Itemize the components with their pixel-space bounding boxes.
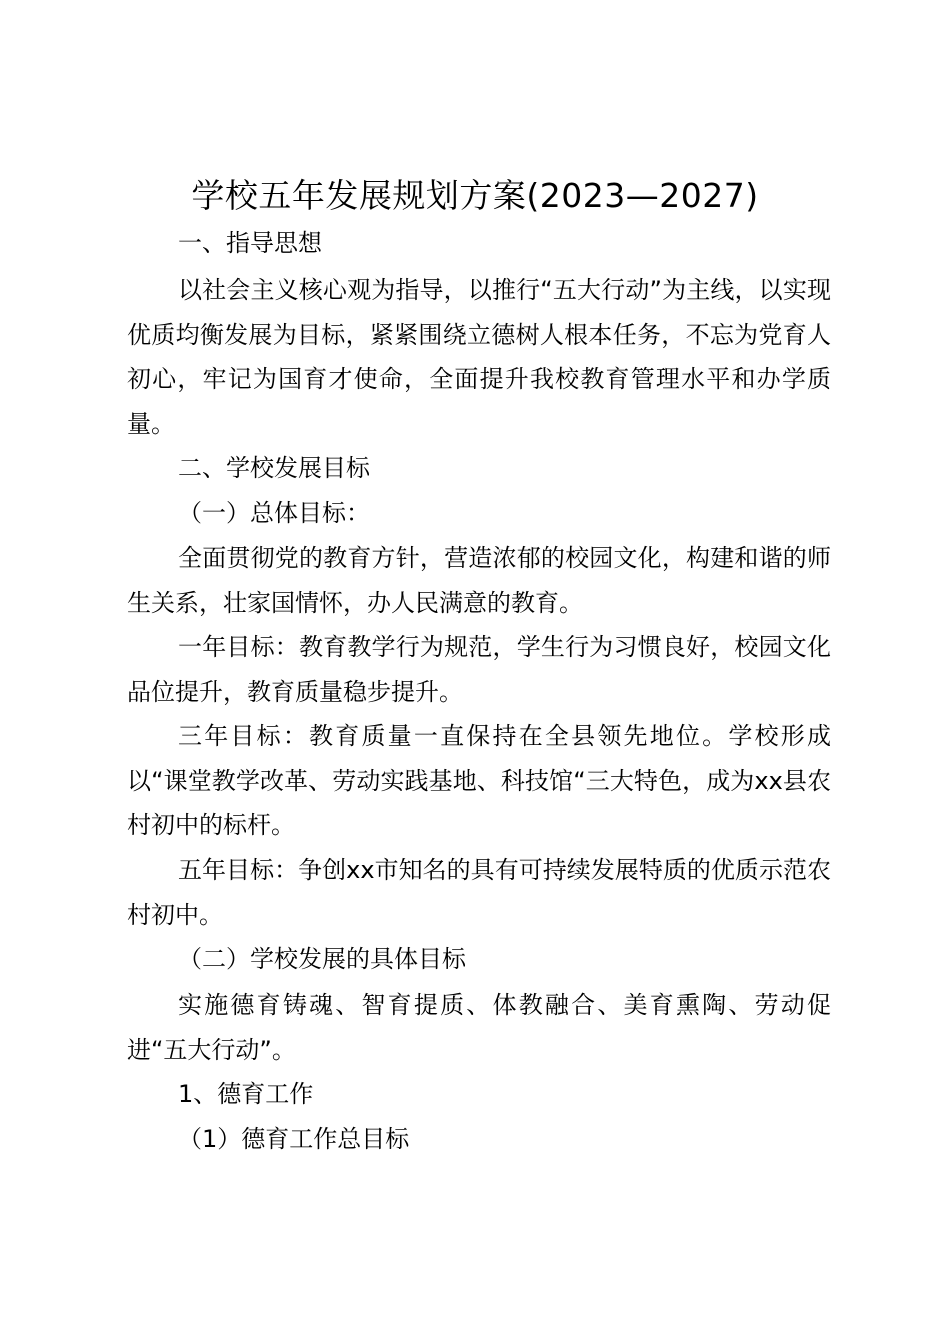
subheading-specific-goals: （二）学校发展的具体目标 bbox=[178, 945, 466, 973]
section-heading-guiding-ideology: 一、指导思想 bbox=[178, 229, 322, 257]
paragraph-one-year-goal: 一年目标：教育教学行为规范，学生行为习惯良好，校园文化品位提升，教育质量稳步提升。 bbox=[127, 633, 831, 706]
paragraph-overall-goal: 全面贯彻党的教育方针，营造浓郁的校园文化，构建和谐的师生关系，壮家国情怀，办人民满意的教育。 bbox=[127, 544, 831, 617]
paragraph-five-actions: 实施德育铸魂、智育提质、体教融合、美育熏陶、劳动促进“五大行动”。 bbox=[127, 991, 831, 1064]
paragraph-guiding-ideology: 以社会主义核心观为指导，以推行“五大行动”为主线，以实现优质均衡发展为目标，紧紧围绕立德树人根本任务，不忘为党育人初心，牢记为国育才使命，全面提升我校教育管理水平和办学质量。 bbox=[127, 276, 831, 438]
subheading-moral-education-goal: （1）德育工作总目标 bbox=[178, 1125, 410, 1153]
paragraph-five-year-goal: 五年目标：争创xx市知名的具有可持续发展特质的优质示范农村初中。 bbox=[127, 856, 831, 929]
subheading-moral-education: 1、德育工作 bbox=[178, 1080, 314, 1108]
subheading-overall-goal: （一）总体目标： bbox=[178, 499, 370, 527]
paragraph-three-year-goal: 三年目标：教育质量一直保持在全县领先地位。学校形成以“课堂教学改革、劳动实践基地、科技馆“三大特色，成为xx县农村初中的标杆。 bbox=[127, 722, 831, 839]
section-heading-development-goals: 二、学校发展目标 bbox=[178, 454, 370, 482]
document-title: 学校五年发展规划方案(2023—2027) bbox=[191, 176, 759, 215]
